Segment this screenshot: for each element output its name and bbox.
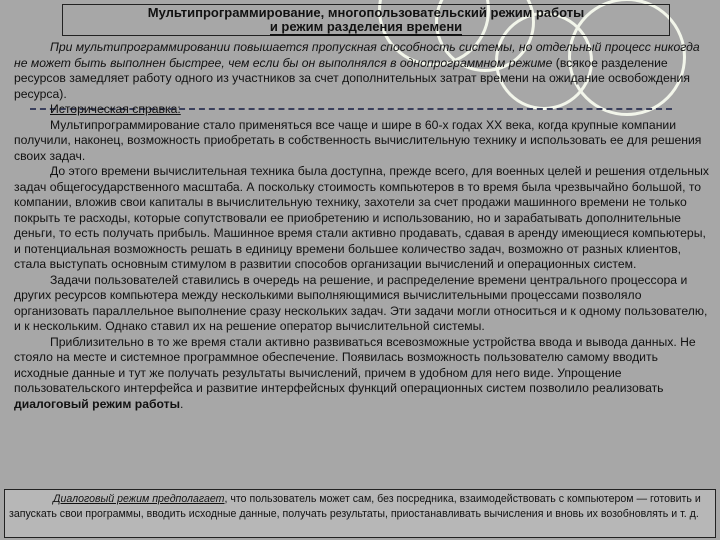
intro-rest-text: (всякое разделение ресурсов замедляет работу одного из участников за счет дополнительных затрат времени на ожидание освобождения ресурса). [14,55,690,101]
definition-text: , что пользователь может сам, без посредника, взаимодействовать с компьютером — готовить и запускать свои программы, вводить исходные данные, получать результаты, приостанавливать вычисления и вновь их возобновлять и т. д. [9,493,701,520]
history-p4-end: . [180,396,184,411]
definition-term: Диалоговый режим предполагает [53,493,225,505]
definition-paragraph [9,492,711,522]
title-line-1: Мультипрограммирование, многопользовательский режим работы [147,5,585,20]
dialog-mode-term: диалоговый режим работы [14,396,181,411]
slide-title [62,4,670,36]
history-paragraph-3: Задачи пользователей ставились в очередь на решение, и распределение времени центрального процессора и других ресурсов компьютера между несколькими выполняющимися вычислительными процессами позволяло организовать параллельное выполнение сразу нескольких задач. Эти задачи могли относиться и к одному пользователю, и к нескольким. Однако ставил их на решение оператор вычислительной системы. [14,272,708,333]
history-p4-text: Приблизительно в то же время стали активно развиваться всевозможные устройства ввода и вывода данных. Не стояло на месте и системное программное обеспечение. Появилась возможность пользователю самому вводить исходные данные и тут же получать результаты вычислений, причем в удобном для него виде. Упрощение пользовательского интерфейса и развитие интерфейсных функций операционных систем позволило реализовать [14,334,696,395]
history-paragraph-2: До этого времени вычислительная техника была доступна, прежде всего, для военных целей и решения отдельных задач общегосударственного масштаба. А поскольку стоимость компьютеров в то время была чрезвычайно большой, то компании, вложив свои капиталы в вычислительную технику, захотели за счет продажи машинного времени не только покрыть те расходы, которые сопутствовали ее приобретению и использованию, но и зарабатывать дополнительные деньги, то есть получать прибыль. Машинное время стали активно продавать, сдавая в аренду имеющиеся компьютеры, и потенциальная возможность решать в единицу времени большее количество задач, возможно от разных клиентов, стала выступать основным стимулом в развитии способов организации вычислений и операционных систем. [14,164,709,271]
definition-box [4,489,716,538]
history-paragraph-1: Мультипрограммирование стало применяться все чаще и шире в 60-х годах XX века, когда крупные компании получили, наконец, возможность приобретать в собственность вычислительную технику и использовать ее для решения своих задач. [14,117,702,163]
history-heading-line [14,102,714,118]
slide-body [14,40,714,412]
intro-paragraph [14,40,714,102]
title-line-2: и режим разделения времени [269,19,463,34]
history-paragraph-4 [14,335,714,413]
intro-italic-text: При мультипрограммировании повышается пропускная способность системы, но отдельный процесс никогда не может быть выполнен быстрее, чем если бы он выполнялся в однопрограммном режиме [14,40,700,70]
history-heading: Историческая справка: [50,102,181,116]
